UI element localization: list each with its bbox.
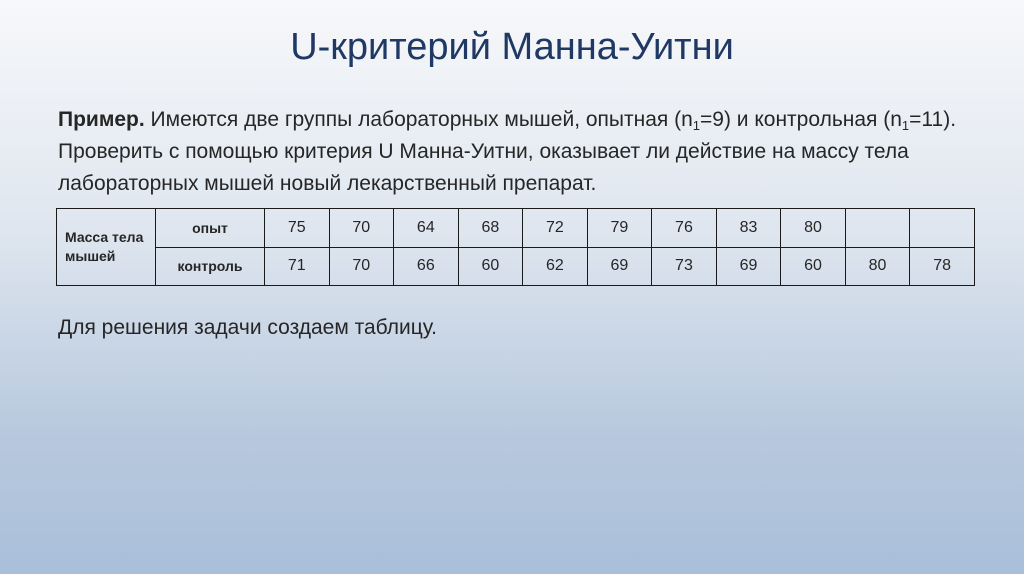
table-row-control — [57, 247, 975, 286]
example-lead: Пример. — [58, 108, 145, 131]
table-cell: 62 — [523, 247, 588, 286]
table-row-experiment — [57, 209, 975, 248]
table-cell: 68 — [458, 209, 523, 248]
table-cell: 76 — [652, 209, 717, 248]
table-cell — [910, 209, 975, 248]
table-cell: 79 — [587, 209, 652, 248]
table-cell: 71 — [265, 247, 330, 286]
row-label-control: контроль — [156, 247, 265, 286]
table-cell: 78 — [910, 247, 975, 286]
solve-text: Для решения задачи создаем таблицу. — [58, 316, 438, 339]
paragraph-text-2: =9) и контрольная (n — [700, 108, 902, 131]
table-cell: 69 — [587, 247, 652, 286]
table-cell: 66 — [394, 247, 459, 286]
table-cell: 70 — [329, 209, 394, 248]
subscript-2: 1 — [901, 118, 910, 133]
mouse-weight-table — [56, 208, 975, 286]
subscript-1: 1 — [692, 118, 701, 133]
example-paragraph — [58, 104, 978, 200]
table-cell: 73 — [652, 247, 717, 286]
row-label-experiment: опыт — [156, 209, 265, 248]
slide-title: U-критерий Манна-Уитни — [290, 26, 734, 68]
table-cell: 70 — [329, 247, 394, 286]
table-cell: 75 — [265, 209, 330, 248]
paragraph-text-3: =11). Проверить с помощью критерия U Манна-Уитни, оказывает ли действие на массу тела лабораторных мышей новый лекарственный препарат. — [58, 108, 957, 195]
table-cell: 83 — [716, 209, 781, 248]
paragraph-text-1: Имеются две группы лабораторных мышей, опытная (n — [144, 108, 693, 131]
table-cell — [845, 209, 910, 248]
table-cell: 72 — [523, 209, 588, 248]
table-cell: 60 — [781, 247, 846, 286]
table-cell: 64 — [394, 209, 459, 248]
row-header-mass: Масса тела мышей — [57, 209, 156, 286]
table-cell: 80 — [781, 209, 846, 248]
table-cell: 69 — [716, 247, 781, 286]
table-cell: 80 — [845, 247, 910, 286]
table-cell: 60 — [458, 247, 523, 286]
